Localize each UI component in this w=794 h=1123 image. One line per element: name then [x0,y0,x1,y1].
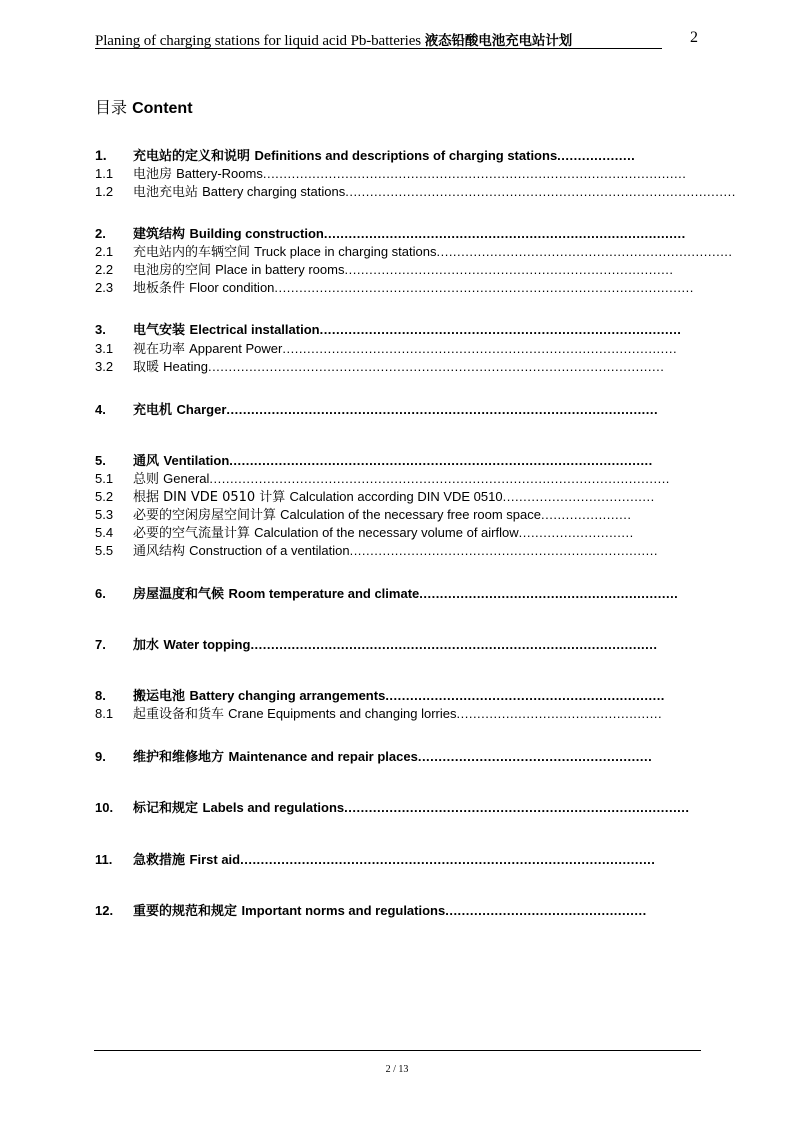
toc-entry-leader: ............................................................................................... [345,184,736,199]
toc-entry-number: 5.5 [95,543,114,558]
toc-entry-leader: ................................................................................................ [282,341,678,356]
toc-entry-5-2[interactable] [95,486,661,504]
toc-heading [95,95,193,118]
toc-entry-number: 2. [95,226,106,241]
toc-entry-8[interactable] [95,685,665,704]
toc-entry-number: 5.4 [95,525,114,540]
toc-entry-2[interactable] [95,223,686,242]
toc-entry-leader: ............................ [518,525,634,540]
toc-entry-number: 9. [95,749,106,764]
toc-entry-number: 8.1 [95,706,114,721]
toc-entry-leader: ........................................................................... [349,543,658,558]
toc-entry-number: 5.1 [95,471,114,486]
toc-entry-leader: ................................................................................................... [250,637,658,652]
toc-entry-title: 电气安装 Electrical installation [133,322,320,338]
toc-entry-12[interactable] [95,900,661,918]
toc-entry-3-1[interactable] [95,338,678,357]
toc-entry-7[interactable] [95,634,661,652]
toc-entry-5-3[interactable] [95,504,661,522]
toc-entry-number: 2.1 [95,244,114,259]
toc-entry-number: 3.2 [95,359,114,374]
toc-entry-leader: .................................................................... [385,688,665,703]
document-title [95,29,572,50]
toc-entry-2-1[interactable] [95,241,733,260]
toc-entry-5-1[interactable] [95,468,670,487]
toc-entry-title: 充电站的定义和说明 Definitions and descriptions of charging stations [133,148,558,164]
toc-entry-number: 3. [95,322,106,337]
toc-entry-2-2[interactable] [95,259,674,278]
page-header [95,28,662,49]
toc-entry-leader: ......................................................... [417,749,653,764]
toc-entry-leader: ......................................................................................................... [226,402,659,417]
footer-divider [94,1050,701,1051]
toc-entry-number: 8. [95,688,106,703]
toc-entry-6[interactable] [95,583,679,602]
toc-entry-number: 5. [95,453,106,468]
page-number: 2 [690,29,698,46]
toc-entry-leader: .................................................. [456,706,663,721]
toc-entry-title: 电池房 Battery-Rooms [133,166,263,182]
toc-entry-title: 建筑结构 Building construction [133,226,324,242]
toc-entry-number: 5.3 [95,507,114,522]
footer-page-label: 2 / 13 [385,1064,409,1075]
toc-entry-4[interactable] [95,399,661,417]
toc-entry-10[interactable] [95,797,690,816]
toc-entry-title: 根据 DIN VDE 0510 计算 Calculation according DIN VDE 0510 [133,489,503,505]
toc-entry-8-1[interactable] [95,703,661,721]
toc-heading-zh: 目录 [95,98,133,117]
toc-entry-title: 必要的空闲房屋空间计算 Calculation of the necessary free room space [133,507,541,523]
toc-entry-title: 取暖 Heating [133,359,208,375]
toc-entry-number: 5.2 [95,489,114,504]
toc-entry-leader: ..................................... [502,489,655,504]
toc-entry-title: 总则 General [133,471,210,487]
toc-entry-title: 地板条件 Floor condition [133,280,275,296]
toc-entry-11[interactable] [95,849,661,867]
toc-entry-leader: ........................................................................ [436,244,733,259]
toc-entry-title: 电池房的空间 Place in battery rooms [133,262,345,278]
toc-entry-title: 标记和规定 Labels and regulations [133,800,345,816]
toc-entry-2-3[interactable] [95,277,694,296]
toc-entry-title: 维护和维修地方 Maintenance and repair places [133,749,418,765]
toc-entry-title: 重要的规范和规定 Important norms and regulations [133,903,446,919]
toc-entry-number: 7. [95,637,106,652]
toc-entry-1-1[interactable] [95,163,687,182]
toc-entry-title: 搬运电池 Battery changing arrangements [133,688,386,704]
toc-entry-title: 房屋温度和气候 Room temperature and climate [133,586,420,602]
toc-entry-number: 6. [95,586,106,601]
toc-entry-title: 急救措施 First aid [133,852,241,868]
toc-entry-number: 10. [95,800,114,815]
toc-entry-leader: ............................................................... [419,586,679,601]
toc-entry-title: 视在功率 Apparent Power [133,341,283,357]
toc-entry-title: 充电机 Charger [133,402,227,418]
toc-entry-leader: .................................................................................... [344,800,690,815]
toc-entry-leader: ...................................................................................................... [274,280,694,295]
toc-entry-leader: ..................................................................................................... [240,852,656,867]
toc-entry-leader: ................... [557,148,636,163]
toc-entry-1[interactable] [95,145,661,163]
toc-entry-leader: ....................................................................................................... [229,453,653,468]
toc-entry-number: 1.2 [95,184,114,199]
toc-entry-number: 2.2 [95,262,114,277]
document-title-en: Planing of charging stations for liquid acid Pb-batteries [95,33,425,49]
toc-entry-leader: ............................................................................................................... [207,359,665,374]
toc-entry-1-2[interactable] [95,181,736,200]
toc-entry-number: 4. [95,402,106,417]
document-title-zh: 液态铅酸电池充电站计划 [424,33,573,49]
toc-entry-leader: ................................................................................................................ [209,471,670,486]
toc-entry-5-4[interactable] [95,522,661,540]
toc-entry-5-5[interactable] [95,540,661,558]
toc-entry-leader: ................................................................................ [344,262,674,277]
toc-entry-3[interactable] [95,319,682,338]
toc-entry-title: 电池充电站 Battery charging stations [133,184,346,200]
toc-entry-leader: ........................................................................................ [319,322,682,337]
toc-entry-title: 充电站内的车辆空间 Truck place in charging stations [133,244,437,260]
toc-entry-title: 加水 Water topping [133,637,251,653]
toc-entry-9[interactable] [95,746,661,764]
toc-entry-number: 1.1 [95,166,114,181]
toc-entry-number: 1. [95,147,107,163]
toc-entry-number: 12. [95,903,114,918]
toc-entry-5[interactable] [95,450,661,468]
toc-entry-leader: ...................... [541,507,632,522]
toc-entry-title: 起重设备和货车 Crane Equipments and changing lorries [133,706,457,722]
toc-entry-number: 11. [95,852,113,867]
toc-entry-leader: ........................................................................................ [323,226,686,241]
toc-entry-3-2[interactable] [95,356,665,375]
toc-entry-number: 2.3 [95,280,114,295]
toc-entry-leader: ....................................................................................................... [262,166,687,181]
toc-entry-leader: ................................................. [445,903,647,918]
toc-entry-title: 通风结构 Construction of a ventilation [133,543,350,559]
toc-entry-title: 必要的空气流量计算 Calculation of the necessary volume of airflow [133,525,519,541]
toc-entry-number: 3.1 [95,341,114,356]
toc-heading-en: Content [132,100,193,117]
toc-entry-title: 通风 Ventilation [133,453,230,469]
